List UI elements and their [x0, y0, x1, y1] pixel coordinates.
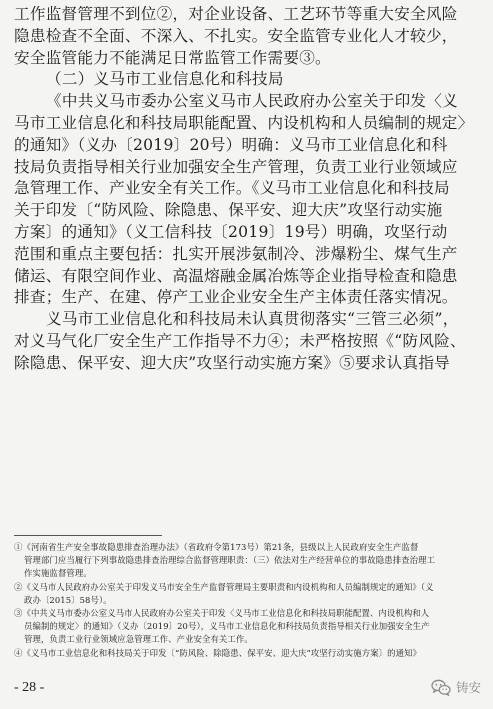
body-line: 工作监督管理不到位②，对企业设备、工艺环节等重大安全风险	[14, 5, 458, 23]
body-line: 除隐患、保平安、迎大庆”攻坚行动实施方案》⑤要求认真指导	[14, 353, 451, 372]
footnote-line: 政办〔2015〕58号）。	[24, 594, 112, 605]
body-line: 《中共义马市委办公室义马市人民政府办公室关于印发〈义	[46, 92, 458, 111]
footnote-line: 员编制的规定〉的通知》（义办〔2019〕20号），义马市工业信息化和科技局负责指导相关行业加强安全生产	[24, 621, 430, 632]
body-line: 范围和重点主要包括：扎实开展涉氨制冷、涉爆粉尘、煤气生产	[14, 244, 458, 263]
body-text	[14, 4, 479, 375]
body-line: 排查；生产、在建、停产工业企业安全生产主体责任落实情况。	[14, 288, 458, 307]
body-line: 储运、有限空间作业、高温熔融金属冶炼等企业指导检查和隐患	[14, 266, 458, 285]
footnotes	[14, 541, 479, 660]
footnote-line: ③《中共义马市委办公室义马市人民政府办公室关于印发〈义马市工业信息化和科技局职能配置、内设机构和人	[14, 608, 430, 619]
footnote-line: ①《河南省生产安全事故隐患排查治理办法》（省政府令第173号）第21条，县级以上人民政府安全生产监督	[14, 542, 419, 552]
watermark	[431, 678, 481, 696]
body-line: 方案〕的通知》（义工信科技〔2019〕19号）明确，攻坚行动	[14, 222, 448, 241]
body-line: 安全监管能力不能满足日常监管工作需要③。	[14, 48, 331, 67]
wechat-icon	[431, 679, 451, 696]
body-line: 对义马气化厂安全生产工作指导不力④；未严格按照《“防风险、	[14, 331, 466, 350]
body-line: 急管理工作、产业安全有关工作。《义马市工业信息化和科技局	[14, 179, 450, 198]
footnote-line: ④《义马市工业信息化和科技局关于印发〔“防风险、除隐患、保平安、迎大庆”攻坚行动实施方案〕的通知》	[14, 647, 422, 658]
footnote-line: ②《义马市人民政府办公室关于印发义马市安全生产监督管理局主要职责和内设机构和人员编制规定的通知》（义	[14, 581, 434, 592]
body-line: 关于印发〔“防风险、除隐患、保平安、迎大庆”攻坚行动实施	[14, 201, 443, 220]
body-line: 马市工业信息化和科技局职能配置、内设机构和人员编制的规定〉	[14, 113, 474, 132]
section-heading: （二）义马市工业信息化和科技局	[46, 70, 284, 89]
footnote-divider	[14, 535, 162, 536]
footnote-line: 作实施监督管理。	[24, 568, 92, 579]
page-number: - 28 -	[14, 680, 45, 695]
body-line: 技局负责指导相关行业加强安全生产管理，负责工业行业领域应	[14, 157, 458, 176]
footnote-line: 管理，负责工业行业领域应急管理工作、产业安全有关工作。	[24, 634, 253, 645]
footnote-line: 管理部门应当履行下列事故隐患排查治理综合监督管理职责：（三）依法对生产经营单位的事故隐患排查治理工	[24, 555, 436, 566]
body-line: 的通知》（义办〔2019〕20号）明确：义马市工业信息化和科	[14, 135, 448, 154]
watermark-text: 铸安	[455, 680, 481, 695]
body-line: 隐患检查不全面、不深入、不扎实。安全监管专业化人才较少，	[14, 26, 458, 45]
body-line: 义马市工业信息化和科技局未认真贯彻落实“三管三必须”，	[46, 310, 459, 329]
